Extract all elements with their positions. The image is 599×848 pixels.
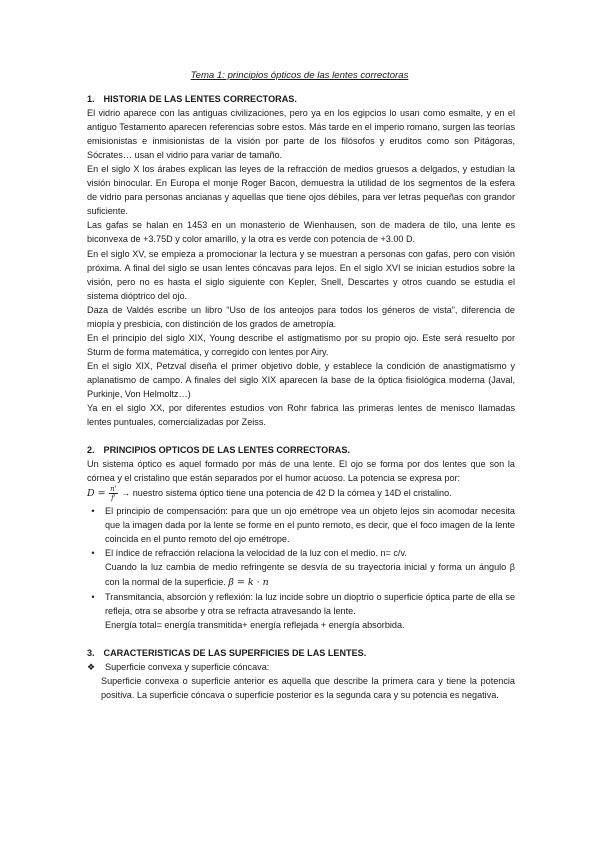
section-2-heading (87, 443, 515, 457)
paragraph: En el principio del siglo XIX, Young describe el astigmatismo por su propio ojo. Este será resuelto por Sturm de forma matemática, y corregido con lentes por Airy. (87, 332, 515, 357)
bullet-text: Cuando la luz cambia de medio refringente se desvía de su trayectoria inicial y forma un ángulo β con la normal de la superficie. β = k · n (105, 562, 515, 588)
section-number: 3. (87, 647, 95, 658)
formula-lhs: D = (87, 488, 106, 500)
subitem-title: Superficie convexa y superficie cóncava: (105, 661, 270, 672)
paragraph: En el siglo XV, se empieza a promocionar la lectura y se muestran a personas con gafas, pero con visión próxima. A final del siglo se usan lentes cóncavas para lejos. En el siglo XVI se inician estudios sobre la visión, pero no es hasta el siglo siguiente con Kepler, Snell, Descartes y otros cuando se estudia el sistema dióptrico del ojo. (87, 248, 515, 301)
section-title: HISTORIA DE LAS LENTES CORRECTORAS. (103, 94, 297, 104)
paragraph: Un sistema óptico es aquel formado por más de una lente. El ojo se forma por dos lentes que son la córnea y el cristalino que están separados por el humor acuoso. La potencia se expresa por: (87, 459, 515, 484)
bullet-item (87, 504, 515, 546)
paragraph: Superficie convexa o superficie anterior es aquella que describe la primera cara y tiene la potencia positiva. La superficie cóncava o superficie posterior es la segunda cara y su potencia es negativa. (101, 675, 515, 700)
subitem (87, 660, 515, 674)
paragraph: Ya en el siglo XX, por diferentes estudios von Rohr fabrica las primeras lentes de menisco llamadas lentes puntuales, comercializadas por Zeiss. (87, 403, 515, 428)
formula-text: nuestro sistema óptico tiene una potencia de 42 D la córnea y 14D el cristalino. (130, 488, 452, 499)
formula-line (87, 485, 515, 502)
section-number: 2. (87, 445, 95, 456)
paragraph: El vidrio aparece con las antiguas civilizaciones, pero ya en los egipcios lo usan como esmalte, y en el antiguo Testamento aparecen referencias sobre estos. Más tarde en el imperio romano, surgen las teorías emisionistas e inmisionistas de la visión por parte de los filósofos y eruditos como son Pitágoras, Sócrates… usan el vidrio para variar de tamaño. (87, 108, 515, 161)
fraction-denominator: f' (111, 494, 116, 503)
bullet-icon: • (91, 506, 95, 517)
paragraph: En el siglo XIX, Petzval diseña el primer objetivo doble, y establece la condición de anastigmatismo y aplanatismo de campo. A finales del siglo XIX aparecen la base de la óptica fisiológica moderna (Javal, Purkinje, Von Helmoltz…) (87, 360, 515, 399)
bullet-text: Transmitancia, absorción y reflexión: la luz incide sobre un dioptrio o superficie óptica parte de ella se refleja, otra se absorbe y otra se refracta atravesando la lente. (105, 591, 515, 616)
paragraph: Las gafas se halan en 1453 en un monasterio de Wienhausen, son de madera de tilo, una lente es biconvexa de +3.75D y color amarillo, y la otra es verde con potencia de +3.00 D. (87, 220, 515, 245)
bullet-text: Energía total= energía transmitida+ energía reflejada + energía absorbida. (105, 619, 405, 630)
bullet-icon: • (91, 591, 95, 602)
bullet-item (87, 590, 515, 632)
fraction-numerator: n' (110, 485, 117, 494)
document-body (87, 92, 515, 702)
bullet-text: El índice de refracción relaciona la velocidad de la luz con el medio. n= c/v. (105, 548, 407, 559)
paragraph: Daza de Valdés escribe un libro “Uso de los anteojos para todos los géneros de vista”, diferencia de miopía y presbicia, con distinción de los grados de ametropía. (87, 304, 515, 329)
fraction (109, 485, 117, 502)
diamond-bullet-icon: ❖ (87, 661, 96, 672)
arrow-icon: → (121, 488, 131, 499)
document-title: Tema 1: principios ópticos de las lentes correctoras (190, 70, 409, 81)
section-number: 1. (87, 94, 95, 104)
section-3-heading (87, 646, 515, 660)
section-title: CARACTERISTICAS DE LAS SUPERFICIES DE LAS LENTES. (103, 647, 367, 658)
formula-beta: β = k · n (228, 576, 269, 588)
section-1-heading (87, 92, 515, 106)
bullet-item (87, 546, 515, 589)
section-title: PRINCIPIOS OPTICOS DE LAS LENTES CORRECTORAS. (103, 445, 350, 456)
paragraph: En el siglo X los árabes explican las leyes de la refracción de medios gruesos a delgados, y estudian la visión binocular. En Europa el monje Roger Bacon, demuestra la utilidad de los segmentos de la esfera de vidrio para personas ancianas y aquellas que tiene ojos débiles, para ver letras pequeñas con grandor suficiente. (87, 164, 515, 217)
bullet-icon: • (91, 548, 95, 559)
bullet-text: El principio de compensación: para que un ojo emétrope vea un objeto lejos sin acomodar necesita que la imagen dada por la lente se forme en el punto remoto, es decir, que el foco imagen de la lente coincida en el punto remoto del ojo emétrope. (105, 506, 515, 545)
